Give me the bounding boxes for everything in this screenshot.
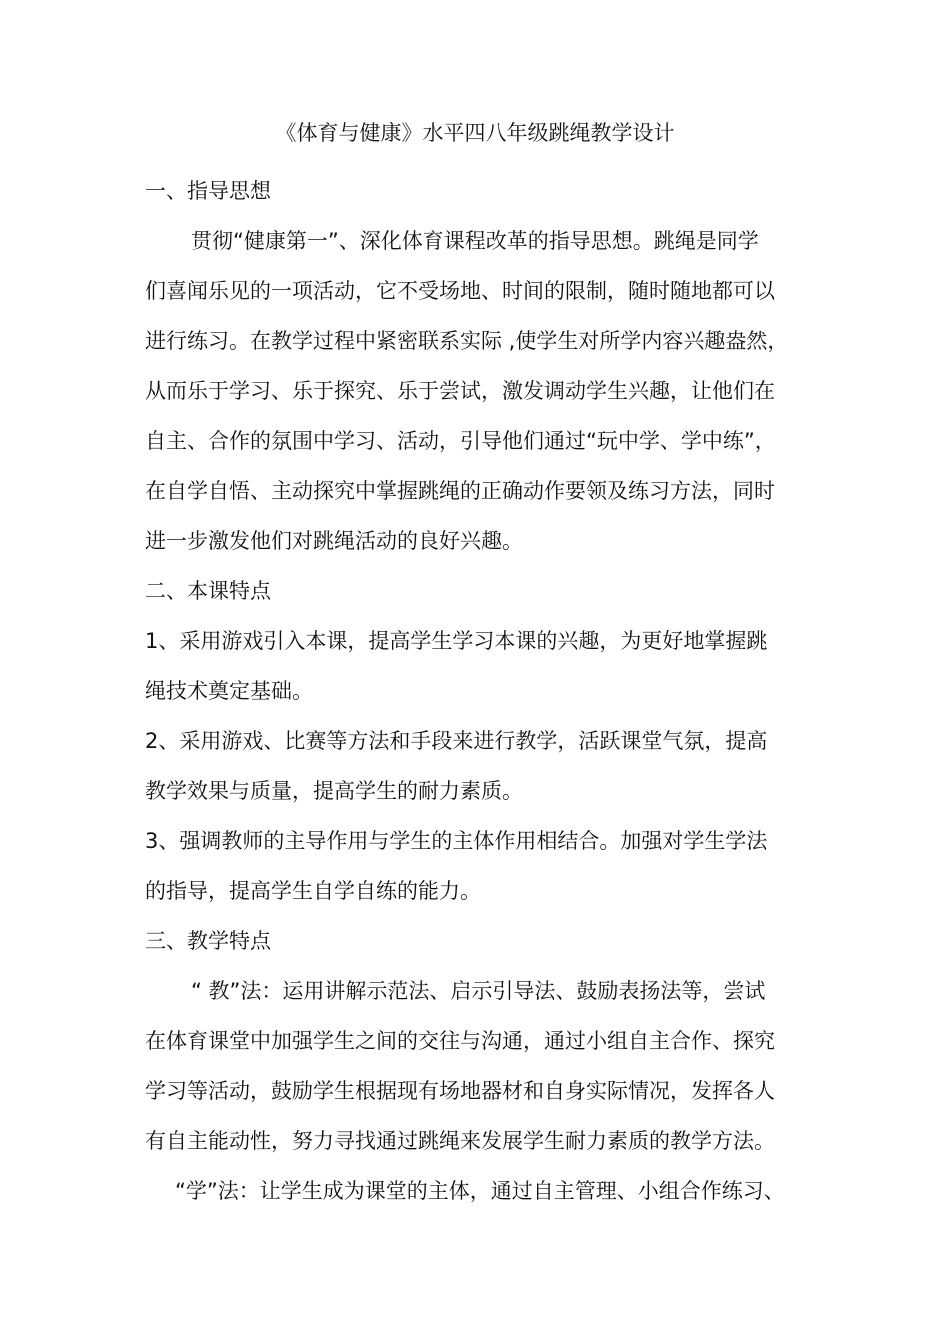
list-item-line: 2、采用游戏、比赛等方法和手段来进行教学，活跃课堂气氛，提高 [145, 729, 768, 753]
paragraph-line: 从而乐于学习、乐于探究、乐于尝试，激发调动学生兴趣，让他们在 [145, 379, 775, 403]
list-item-line: 1、采用游戏引入本课，提高学生学习本课的兴趣，为更好地掌握跳 [145, 629, 768, 653]
list-item-line: 绳技术奠定基础。 [145, 679, 313, 703]
list-item-line: 教学效果与质量，提高学生的耐力素质。 [145, 779, 523, 803]
paragraph-line: “ 教”法：运用讲解示范法、启示引导法、鼓励表扬法等，尝试 [191, 979, 766, 1003]
section-heading-course-features: 二、本课特点 [145, 579, 271, 603]
paragraph-line: “学”法：让学生成为课堂的主体，通过自主管理、小组合作练习、 [175, 1179, 785, 1203]
section-heading-teaching-features: 三、教学特点 [145, 929, 271, 953]
paragraph-line: 进行练习。在教学过程中紧密联系实际 ,使学生对所学内容兴趣盎然， [145, 329, 789, 353]
list-item-line: 的指导，提高学生自学自练的能力。 [145, 879, 481, 903]
paragraph-line: 学习等活动，鼓励学生根据现有场地器材和自身实际情况，发挥各人 [145, 1079, 775, 1103]
list-item-line: 3、强调教师的主导作用与学生的主体作用相结合。加强对学生学法 [145, 829, 768, 853]
paragraph-line: 有自主能动性，努力寻找通过跳绳来发展学生耐力素质的教学方法。 [145, 1129, 775, 1153]
paragraph-line: 们喜闻乐见的一项活动，它不受场地、时间的限制，随时随地都可以 [145, 279, 775, 303]
paragraph-line: 在体育课堂中加强学生之间的交往与沟通，通过小组自主合作、探究 [145, 1029, 775, 1053]
section-heading-guiding-ideology: 一、指导思想 [145, 179, 271, 203]
paragraph-line: 自主、合作的氛围中学习、活动，引导他们通过“玩中学、学中练”， [145, 429, 776, 453]
paragraph-line: 贯彻“健康第一”、深化体育课程改革的指导思想。跳绳是同学 [191, 229, 759, 253]
document-title: 《体育与健康》水平四八年级跳绳教学设计 [275, 121, 675, 145]
paragraph-line: 进一步激发他们对跳绳活动的良好兴趣。 [145, 529, 523, 553]
document-body [145, 166, 815, 1216]
paragraph-line: 在自学自悟、主动探究中掌握跳绳的正确动作要领及练习方法，同时 [145, 479, 775, 503]
